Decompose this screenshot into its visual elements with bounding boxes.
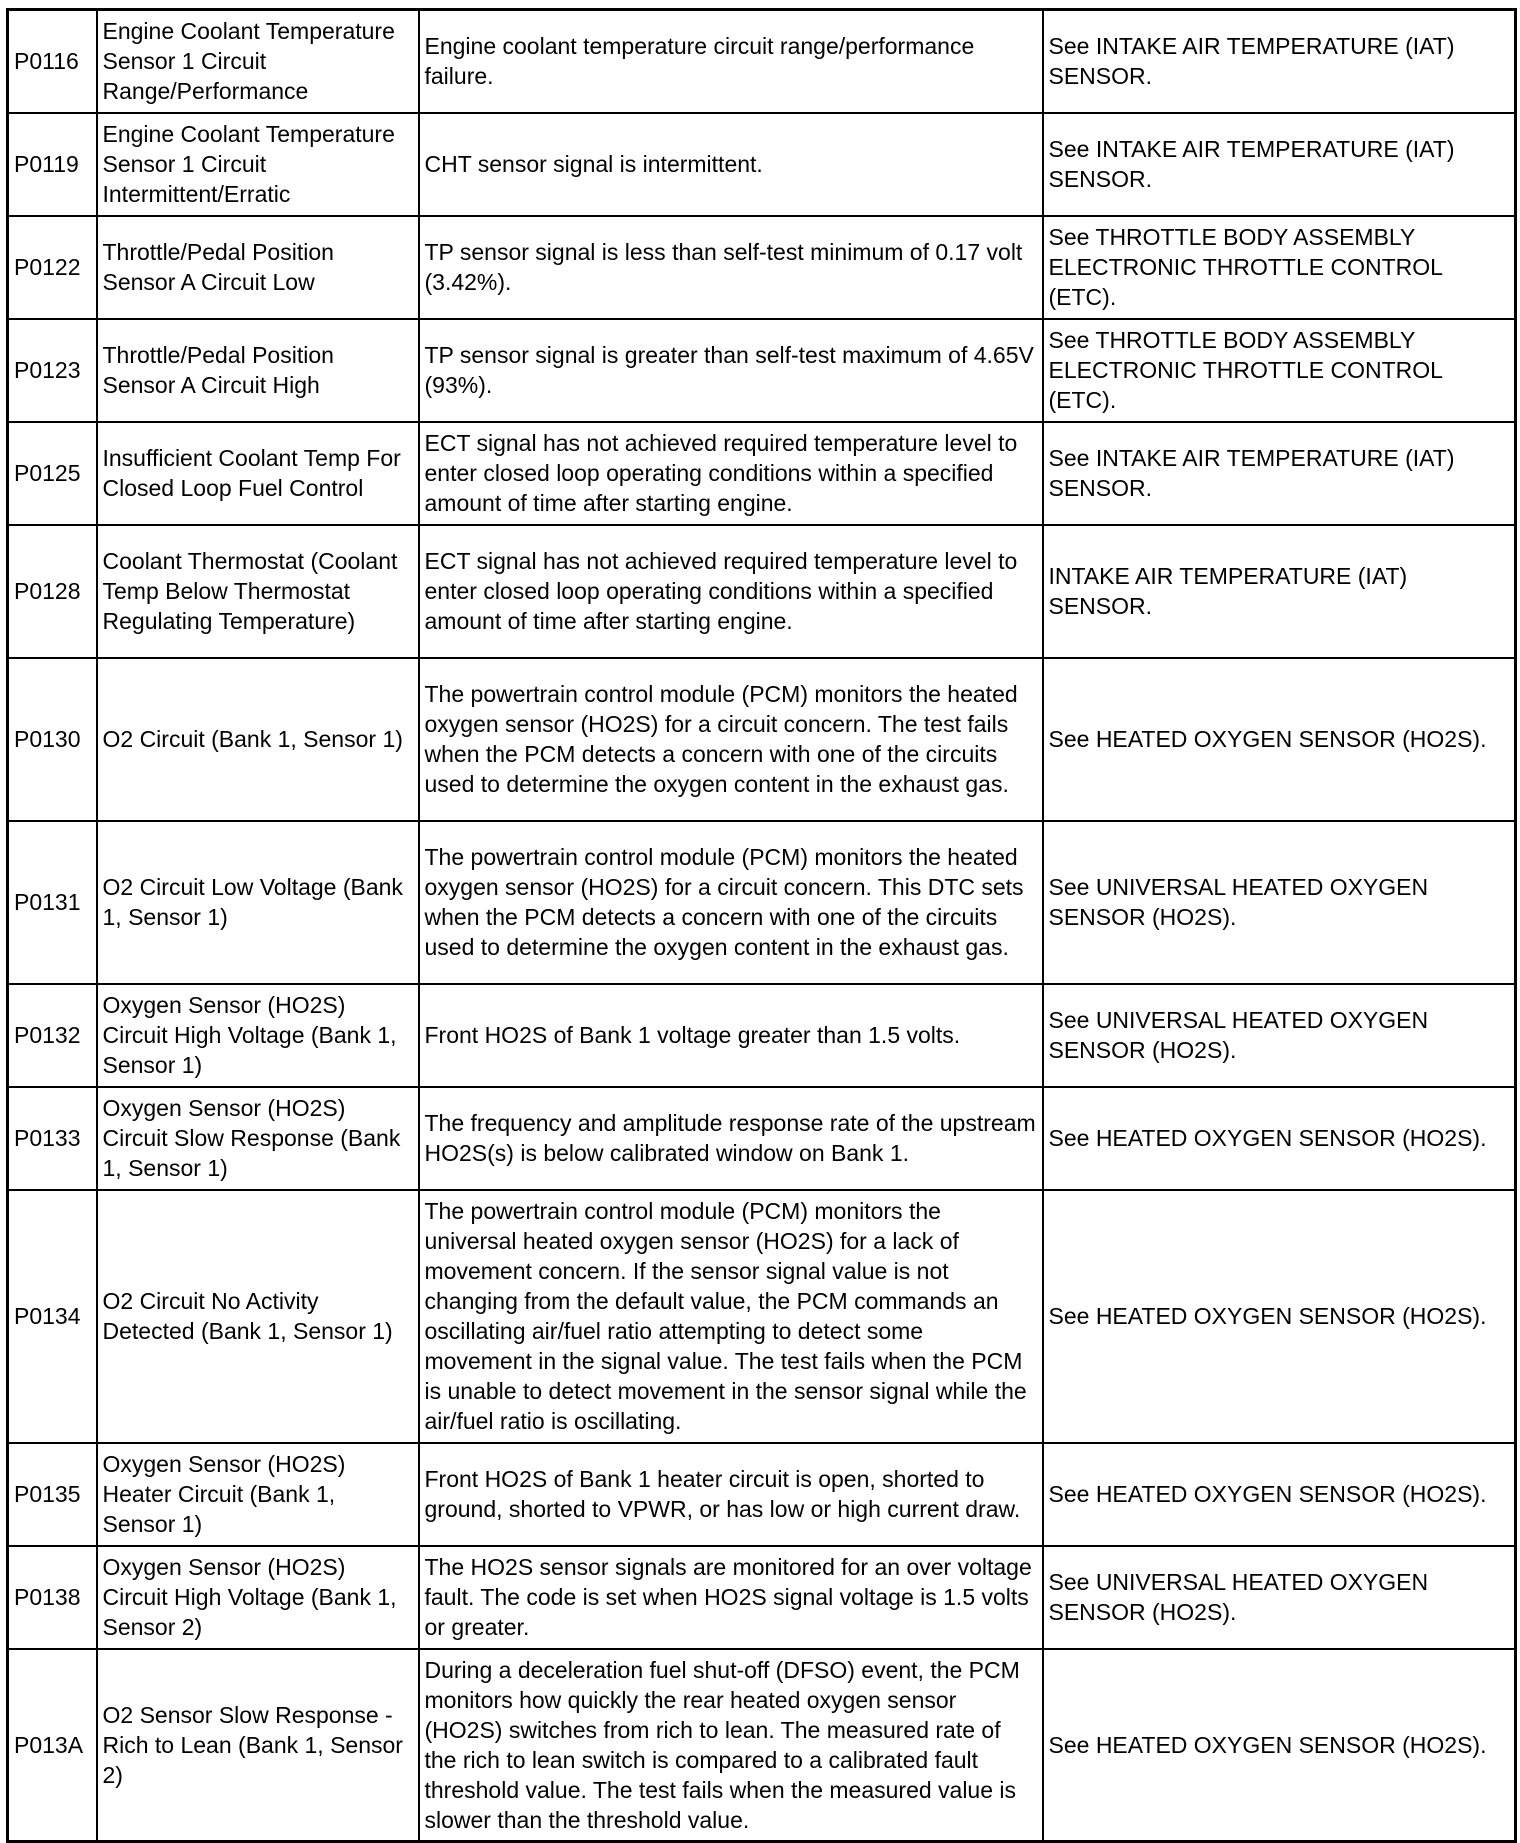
dtc-condition: ECT signal has not achieved required temperature level to enter closed loop operating conditions within a specified amount of time after starting engine. (419, 422, 1043, 525)
table-row (8, 658, 1516, 821)
dtc-condition: During a deceleration fuel shut-off (DFSO) event, the PCM monitors how quickly the rear heated oxygen sensor (HO2S) switches from rich to lean. The measured rate of the rich to lean switch is compared to a calibrated fault threshold value. The test fails when the measured value is slower than the threshold value. (419, 1649, 1043, 1842)
dtc-action: See HEATED OXYGEN SENSOR (HO2S). (1043, 1087, 1516, 1190)
dtc-condition: Front HO2S of Bank 1 heater circuit is open, shorted to ground, shorted to VPWR, or has low or high current draw. (419, 1443, 1043, 1546)
dtc-description: Oxygen Sensor (HO2S) Heater Circuit (Bank 1, Sensor 1) (97, 1443, 419, 1546)
dtc-condition: ECT signal has not achieved required temperature level to enter closed loop operating conditions within a specified amount of time after starting engine. (419, 525, 1043, 658)
dtc-condition: The HO2S sensor signals are monitored for an over voltage fault. The code is set when HO2S signal voltage is 1.5 volts or greater. (419, 1546, 1043, 1649)
dtc-action: See THROTTLE BODY ASSEMBLY ELECTRONIC THROTTLE CONTROL (ETC). (1043, 319, 1516, 422)
dtc-code: P0128 (8, 525, 97, 658)
dtc-condition: TP sensor signal is less than self-test minimum of 0.17 volt (3.42%). (419, 216, 1043, 319)
dtc-action: See INTAKE AIR TEMPERATURE (IAT) SENSOR. (1043, 422, 1516, 525)
dtc-code: P0135 (8, 1443, 97, 1546)
table-row (8, 216, 1516, 319)
dtc-code: P0119 (8, 113, 97, 216)
dtc-description: Engine Coolant Temperature Sensor 1 Circuit Intermittent/Erratic (97, 113, 419, 216)
dtc-description: O2 Sensor Slow Response - Rich to Lean (Bank 1, Sensor 2) (97, 1649, 419, 1842)
dtc-condition: TP sensor signal is greater than self-test maximum of 4.65V (93%). (419, 319, 1043, 422)
dtc-description: Oxygen Sensor (HO2S) Circuit High Voltage (Bank 1, Sensor 2) (97, 1546, 419, 1649)
table-row (8, 10, 1516, 113)
table-row (8, 1649, 1516, 1842)
table-row (8, 319, 1516, 422)
dtc-code: P0122 (8, 216, 97, 319)
dtc-code: P0138 (8, 1546, 97, 1649)
dtc-condition: Front HO2S of Bank 1 voltage greater than 1.5 volts. (419, 984, 1043, 1087)
dtc-condition: The powertrain control module (PCM) monitors the universal heated oxygen sensor (HO2S) for a lack of movement concern. If the sensor signal value is not changing from the default value, the PCM commands an oscillating air/fuel ratio attempting to detect some movement in the signal value. The test fails when the PCM is unable to detect movement in the sensor signal while the air/fuel ratio is oscillating. (419, 1190, 1043, 1443)
table-row (8, 113, 1516, 216)
dtc-description: Throttle/Pedal Position Sensor A Circuit Low (97, 216, 419, 319)
dtc-description: Engine Coolant Temperature Sensor 1 Circuit Range/Performance (97, 10, 419, 113)
dtc-code: P013A (8, 1649, 97, 1842)
dtc-action: See UNIVERSAL HEATED OXYGEN SENSOR (HO2S). (1043, 984, 1516, 1087)
table-row (8, 1443, 1516, 1546)
dtc-action: See INTAKE AIR TEMPERATURE (IAT) SENSOR. (1043, 10, 1516, 113)
dtc-action: See HEATED OXYGEN SENSOR (HO2S). (1043, 658, 1516, 821)
dtc-description: Oxygen Sensor (HO2S) Circuit Slow Response (Bank 1, Sensor 1) (97, 1087, 419, 1190)
dtc-code: P0116 (8, 10, 97, 113)
dtc-description: Coolant Thermostat (Coolant Temp Below Thermostat Regulating Temperature) (97, 525, 419, 658)
dtc-code: P0132 (8, 984, 97, 1087)
dtc-action: INTAKE AIR TEMPERATURE (IAT) SENSOR. (1043, 525, 1516, 658)
table-row (8, 1087, 1516, 1190)
table-row (8, 821, 1516, 984)
dtc-code: P0133 (8, 1087, 97, 1190)
dtc-table-body (8, 10, 1516, 1842)
dtc-action: See HEATED OXYGEN SENSOR (HO2S). (1043, 1649, 1516, 1842)
dtc-condition: Engine coolant temperature circuit range/performance failure. (419, 10, 1043, 113)
dtc-condition: The frequency and amplitude response rate of the upstream HO2S(s) is below calibrated window on Bank 1. (419, 1087, 1043, 1190)
dtc-condition: The powertrain control module (PCM) monitors the heated oxygen sensor (HO2S) for a circuit concern. The test fails when the PCM detects a concern with one of the circuits used to determine the oxygen content in the exhaust gas. (419, 658, 1043, 821)
dtc-description: Throttle/Pedal Position Sensor A Circuit High (97, 319, 419, 422)
dtc-action: See THROTTLE BODY ASSEMBLY ELECTRONIC THROTTLE CONTROL (ETC). (1043, 216, 1516, 319)
dtc-action: See HEATED OXYGEN SENSOR (HO2S). (1043, 1443, 1516, 1546)
dtc-code: P0131 (8, 821, 97, 984)
dtc-code: P0134 (8, 1190, 97, 1443)
dtc-code: P0123 (8, 319, 97, 422)
table-row (8, 422, 1516, 525)
dtc-code: P0130 (8, 658, 97, 821)
dtc-code: P0125 (8, 422, 97, 525)
dtc-action: See HEATED OXYGEN SENSOR (HO2S). (1043, 1190, 1516, 1443)
dtc-condition: CHT sensor signal is intermittent. (419, 113, 1043, 216)
dtc-description: O2 Circuit (Bank 1, Sensor 1) (97, 658, 419, 821)
dtc-page (6, 8, 1517, 1843)
table-row (8, 984, 1516, 1087)
table-row (8, 525, 1516, 658)
dtc-description: Insufficient Coolant Temp For Closed Loop Fuel Control (97, 422, 419, 525)
dtc-description: Oxygen Sensor (HO2S) Circuit High Voltage (Bank 1, Sensor 1) (97, 984, 419, 1087)
dtc-description: O2 Circuit Low Voltage (Bank 1, Sensor 1) (97, 821, 419, 984)
dtc-action: See UNIVERSAL HEATED OXYGEN SENSOR (HO2S). (1043, 821, 1516, 984)
dtc-description: O2 Circuit No Activity Detected (Bank 1, Sensor 1) (97, 1190, 419, 1443)
table-row (8, 1546, 1516, 1649)
dtc-action: See UNIVERSAL HEATED OXYGEN SENSOR (HO2S). (1043, 1546, 1516, 1649)
dtc-condition: The powertrain control module (PCM) monitors the heated oxygen sensor (HO2S) for a circuit concern. This DTC sets when the PCM detects a concern with one of the circuits used to determine the oxygen content in the exhaust gas. (419, 821, 1043, 984)
dtc-table (6, 8, 1517, 1843)
table-row (8, 1190, 1516, 1443)
dtc-action: See INTAKE AIR TEMPERATURE (IAT) SENSOR. (1043, 113, 1516, 216)
